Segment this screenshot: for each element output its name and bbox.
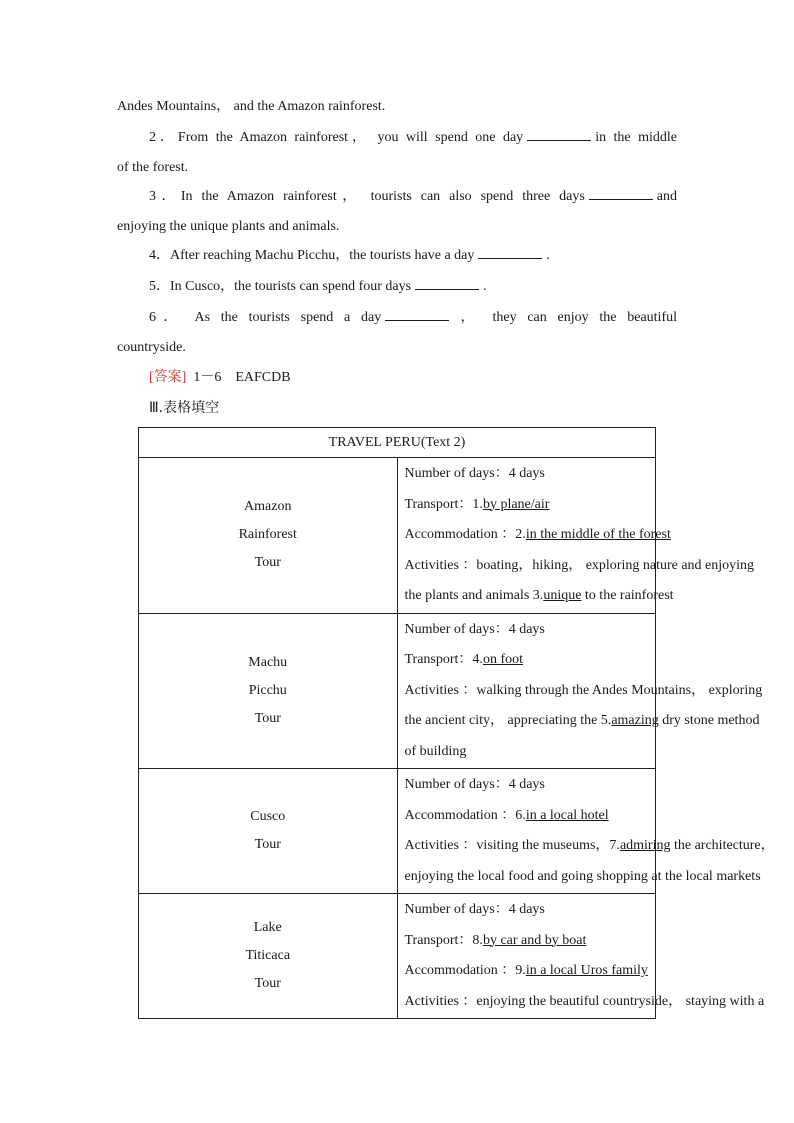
answer-tag: [答案] [149, 370, 187, 385]
tour-name-line: Picchu [248, 682, 287, 698]
answer-1: by plane/air [482, 496, 550, 512]
q3-continuation: enjoying the unique plants and animals. [117, 219, 340, 234]
days-line: Number of days：4 days [404, 466, 545, 481]
activities-text: the ancient city， appreciating the 5. [404, 713, 612, 728]
days-line: Number of days：4 days [404, 777, 545, 792]
transport-line [405, 490, 650, 521]
accommodation-label: Accommodation ：9. [404, 963, 526, 978]
answer-5: amazing [611, 713, 659, 728]
table-title: TRAVEL PERU(Text 2) [139, 428, 656, 458]
activities-line [404, 831, 775, 862]
q6-text-end: ， they can enjoy the beautiful [453, 310, 677, 325]
activities-line: Activities ：boating，hiking， exploring nature and enjoying [404, 557, 755, 573]
activities-line: Activities ：enjoying the beautiful countryside， staying with a [404, 993, 765, 1009]
q4-blank[interactable] [478, 245, 542, 259]
tour-info-machu-picchu [397, 613, 763, 769]
q6-text: 6． As the tourists spend a day [149, 310, 382, 325]
answer-7: admiring [619, 838, 671, 853]
q3-text-end: and [656, 189, 677, 204]
activities-text: to the rainforest [581, 588, 674, 603]
tour-info-cusco [397, 769, 775, 894]
question-5 [117, 272, 677, 302]
tour-name-machu-picchu [139, 613, 398, 769]
tour-name-line: Cusco [250, 809, 286, 824]
q2-text-end: in the middle [595, 130, 677, 145]
tour-info-amazon [397, 458, 755, 614]
accommodation-line [405, 956, 650, 987]
activities-text: the architecture， [670, 838, 775, 853]
q6-continuation: countryside. [117, 340, 186, 355]
q2-blank[interactable] [527, 127, 591, 141]
q5-period: . [483, 279, 487, 294]
question-6 [117, 303, 677, 333]
tour-name-line: Amazon [244, 499, 292, 515]
table-row-cusco [139, 769, 656, 894]
answer-text: 1－6 EAFCDB [193, 370, 291, 385]
tour-name-line: Tour [254, 710, 281, 726]
answer-line [117, 363, 677, 393]
activities-line: Activities ：walking through the Andes Mountains， exploring [404, 682, 763, 698]
activities-line: enjoying the local food and going shopping at the local markets [404, 868, 761, 884]
transport-line [405, 645, 650, 676]
answer-3: unique [543, 588, 582, 603]
table-row-amazon [139, 458, 656, 614]
question-4 [117, 241, 677, 271]
answer-9: in a local Uros family [525, 963, 648, 978]
q2-text: 2．From the Amazon rainforest， you will spend one day [149, 130, 524, 145]
tour-name-amazon [139, 458, 398, 614]
transport-label: Transport：4. [404, 652, 483, 667]
transport-label: Transport：8. [404, 932, 483, 948]
q4-text: 4．After reaching Machu Picchu，the tourists have a day [149, 248, 475, 263]
q5-text: 5．In Cusco，the tourists can spend four days [149, 279, 412, 294]
question-2 [117, 123, 677, 153]
q6-blank[interactable] [385, 307, 449, 321]
section-title: Ⅲ.表格填空 [149, 400, 220, 416]
transport-label: Transport：1. [404, 496, 483, 512]
activities-line: of building [404, 743, 467, 759]
table-row-machu-picchu [139, 613, 656, 769]
accommodation-line [405, 801, 650, 832]
tour-name-cusco [139, 769, 398, 894]
days-line: Number of days：4 days [404, 902, 545, 917]
table-row-lake-titicaca [139, 894, 656, 1019]
tour-name-line: Titicaca [245, 948, 291, 963]
tour-name-line: Tour [254, 976, 281, 991]
transport-line [405, 926, 650, 957]
travel-peru-table [138, 427, 775, 1019]
activities-line [404, 706, 760, 737]
tour-name-line: Rainforest [238, 527, 297, 543]
tour-info-lake-titicaca [397, 894, 765, 1019]
days-line: Number of days：4 days [404, 621, 545, 637]
question-3 [117, 182, 677, 212]
activities-text: dry stone method [658, 713, 760, 728]
q1-tail: Andes Mountains， and the Amazon rainforest. [117, 99, 386, 114]
tour-name-line: Machu [248, 654, 288, 670]
tour-name-line: Lake [253, 920, 282, 935]
q5-blank[interactable] [415, 276, 479, 290]
answer-4: on foot [482, 652, 523, 667]
answer-2: in the middle of the forest [525, 527, 671, 542]
accommodation-label: Accommodation ：2. [404, 527, 526, 542]
tour-name-line: Tour [254, 837, 281, 852]
q2-continuation: of the forest. [117, 160, 189, 175]
q4-period: . [546, 248, 550, 263]
activities-line [404, 581, 674, 612]
tour-name-lake-titicaca [139, 894, 398, 1019]
activities-text: Activities ：visiting the museums，7. [404, 838, 620, 853]
activities-text: the plants and animals 3. [404, 588, 544, 603]
answer-6: in a local hotel [525, 807, 609, 823]
accommodation-label: Accommodation ：6. [404, 807, 526, 823]
answer-8: by car and by boat [482, 932, 587, 948]
accommodation-line [404, 520, 671, 551]
tour-name-line: Tour [254, 555, 281, 571]
q3-blank[interactable] [589, 186, 653, 200]
q3-text: 3．In the Amazon rainforest， tourists can also spend three days [149, 189, 585, 204]
